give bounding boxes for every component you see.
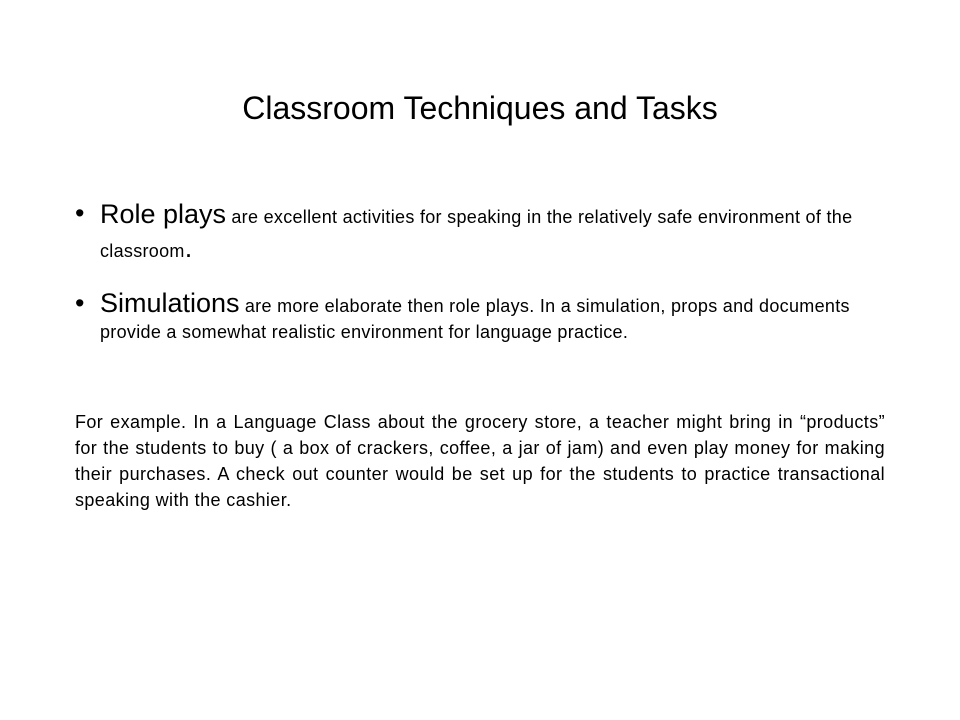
bullet-item-simulations	[75, 283, 895, 345]
bullet-icon: •	[75, 198, 85, 228]
bullet-text	[100, 193, 895, 268]
example-paragraph: For example. In a Language Class about the grocery store, a teacher might bring in “products” for the students to buy ( a box of crackers, coffee, a jar of jam) and even play money for making their purchases. A check out counter would be set up for the students to practice transactional speaking with the cashier.	[75, 412, 885, 510]
bullet-body: are excellent activities for speaking in the relatively safe environment of the classroom	[100, 207, 853, 261]
bullet-item-role-plays	[75, 193, 895, 268]
bullet-text	[100, 283, 895, 345]
bullet-list	[75, 193, 895, 345]
bullet-lead-term: Simulations	[100, 288, 240, 318]
bullet-icon: •	[75, 288, 85, 318]
bullet-lead-term: Role plays	[100, 199, 227, 229]
bullet-end: .	[184, 233, 193, 263]
slide-title: Classroom Techniques and Tasks	[242, 90, 718, 126]
bullet-body: are more elaborate then role plays. In a simulation, props and documents provide a somewhat realistic environment for language practice.	[100, 296, 850, 342]
